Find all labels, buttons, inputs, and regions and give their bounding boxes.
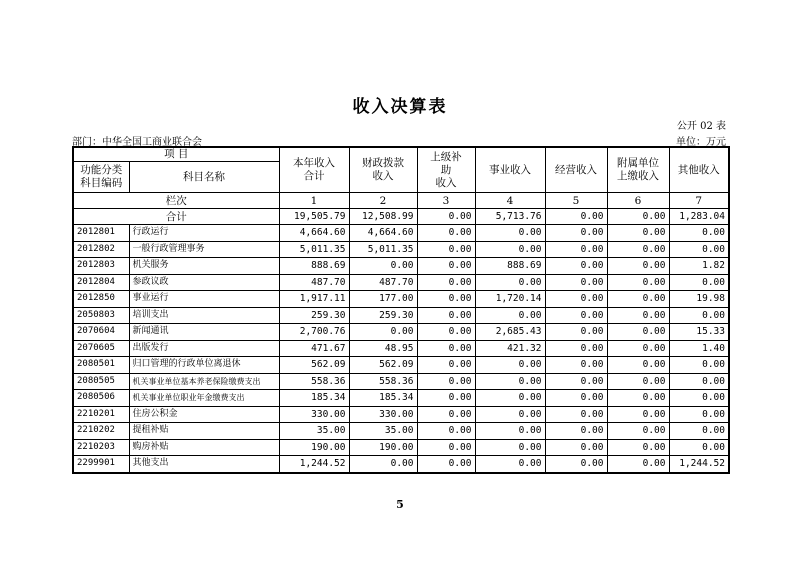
row-value: 558.36 xyxy=(349,373,417,390)
row-value: 0.00 xyxy=(475,274,545,291)
table-row xyxy=(73,439,729,456)
column-number-6: 6 xyxy=(607,193,669,209)
row-value: 562.09 xyxy=(279,357,349,374)
header-func-code: 功能分类 科目编码 xyxy=(73,162,129,193)
total-value-2: 12,508.99 xyxy=(349,209,417,225)
row-value: 0.00 xyxy=(475,390,545,407)
total-value-4: 5,713.76 xyxy=(475,209,545,225)
row-code: 2070605 xyxy=(73,340,129,357)
row-value: 2,700.76 xyxy=(279,324,349,341)
table-row xyxy=(73,258,729,275)
row-code: 2050803 xyxy=(73,307,129,324)
row-name: 事业运行 xyxy=(129,291,279,308)
row-value: 0.00 xyxy=(417,439,475,456)
table-row xyxy=(73,291,729,308)
row-name: 一般行政管理事务 xyxy=(129,241,279,258)
row-value: 0.00 xyxy=(545,340,607,357)
row-code: 2012801 xyxy=(73,225,129,242)
total-value-1: 19,505.79 xyxy=(279,209,349,225)
total-value-5: 0.00 xyxy=(545,209,607,225)
column-number-2: 2 xyxy=(349,193,417,209)
row-code: 2080501 xyxy=(73,357,129,374)
row-value: 0.00 xyxy=(349,258,417,275)
row-name: 机关事业单位职业年金缴费支出 xyxy=(129,390,279,407)
row-value: 0.00 xyxy=(475,439,545,456)
header-col-6: 附属单位 上缴收入 xyxy=(607,147,669,193)
row-value: 5,011.35 xyxy=(279,241,349,258)
row-value: 0.00 xyxy=(669,390,729,407)
row-value: 0.00 xyxy=(607,291,669,308)
page-title: 收入决算表 xyxy=(352,97,448,117)
row-value: 0.00 xyxy=(545,241,607,258)
row-value: 4,664.60 xyxy=(279,225,349,242)
row-value: 259.30 xyxy=(349,307,417,324)
row-value: 0.00 xyxy=(607,439,669,456)
column-number-1: 1 xyxy=(279,193,349,209)
total-value-3: 0.00 xyxy=(417,209,475,225)
row-value: 0.00 xyxy=(417,357,475,374)
column-number-4: 4 xyxy=(475,193,545,209)
row-name: 购房补贴 xyxy=(129,439,279,456)
row-value: 1,244.52 xyxy=(669,456,729,473)
table-row xyxy=(73,373,729,390)
table-row xyxy=(73,357,729,374)
table-row xyxy=(73,423,729,440)
row-value: 0.00 xyxy=(669,406,729,423)
table-row xyxy=(73,225,729,242)
row-value: 0.00 xyxy=(545,274,607,291)
row-value: 562.09 xyxy=(349,357,417,374)
table-row xyxy=(73,241,729,258)
unit-label: 单位：万元 xyxy=(676,137,726,148)
row-value: 0.00 xyxy=(545,258,607,275)
row-code: 2012803 xyxy=(73,258,129,275)
row-code: 2210203 xyxy=(73,439,129,456)
row-code: 2012802 xyxy=(73,241,129,258)
row-name: 出版发行 xyxy=(129,340,279,357)
row-value: 0.00 xyxy=(669,241,729,258)
row-code: 2299901 xyxy=(73,456,129,473)
row-value: 185.34 xyxy=(279,390,349,407)
row-value: 0.00 xyxy=(417,324,475,341)
row-value: 0.00 xyxy=(417,373,475,390)
row-value: 888.69 xyxy=(279,258,349,275)
row-value: 0.00 xyxy=(417,390,475,407)
row-value: 0.00 xyxy=(669,439,729,456)
row-value: 487.70 xyxy=(349,274,417,291)
row-value: 0.00 xyxy=(607,340,669,357)
table-row xyxy=(73,406,729,423)
row-name: 归口管理的行政单位离退休 xyxy=(129,357,279,374)
row-value: 0.00 xyxy=(669,423,729,440)
row-value: 0.00 xyxy=(669,225,729,242)
row-value: 558.36 xyxy=(279,373,349,390)
row-value: 0.00 xyxy=(417,456,475,473)
row-value: 421.32 xyxy=(475,340,545,357)
row-value: 0.00 xyxy=(349,324,417,341)
row-code: 2012850 xyxy=(73,291,129,308)
row-value: 2,685.43 xyxy=(475,324,545,341)
row-code: 2080505 xyxy=(73,373,129,390)
row-code: 2070604 xyxy=(73,324,129,341)
row-value: 35.00 xyxy=(349,423,417,440)
row-value: 0.00 xyxy=(669,357,729,374)
row-value: 0.00 xyxy=(545,225,607,242)
row-value: 0.00 xyxy=(545,439,607,456)
row-value: 0.00 xyxy=(607,274,669,291)
row-value: 1,244.52 xyxy=(279,456,349,473)
row-value: 48.95 xyxy=(349,340,417,357)
row-value: 888.69 xyxy=(475,258,545,275)
row-value: 0.00 xyxy=(417,274,475,291)
row-value: 0.00 xyxy=(417,241,475,258)
row-value: 0.00 xyxy=(607,456,669,473)
row-value: 0.00 xyxy=(669,307,729,324)
header-func-name: 科目名称 xyxy=(129,162,279,193)
table-row xyxy=(73,456,729,473)
row-value: 0.00 xyxy=(417,307,475,324)
row-value: 1.40 xyxy=(669,340,729,357)
row-value: 0.00 xyxy=(545,307,607,324)
row-value: 0.00 xyxy=(475,423,545,440)
row-value: 0.00 xyxy=(475,241,545,258)
row-value: 177.00 xyxy=(349,291,417,308)
row-value: 0.00 xyxy=(607,307,669,324)
header-col-4: 事业收入 xyxy=(475,147,545,193)
row-name: 住房公积金 xyxy=(129,406,279,423)
row-value: 487.70 xyxy=(279,274,349,291)
row-value: 0.00 xyxy=(417,291,475,308)
row-value: 0.00 xyxy=(475,307,545,324)
row-name: 新闻通讯 xyxy=(129,324,279,341)
row-name: 培训支出 xyxy=(129,307,279,324)
row-value: 190.00 xyxy=(279,439,349,456)
row-value: 5,011.35 xyxy=(349,241,417,258)
row-name: 参政议政 xyxy=(129,274,279,291)
table-row xyxy=(73,340,729,357)
header-col-2: 财政拨款 收入 xyxy=(349,147,417,193)
row-value: 330.00 xyxy=(279,406,349,423)
row-value: 330.00 xyxy=(349,406,417,423)
row-value: 0.00 xyxy=(669,373,729,390)
row-value: 259.30 xyxy=(279,307,349,324)
row-value: 0.00 xyxy=(545,373,607,390)
row-value: 0.00 xyxy=(349,456,417,473)
row-value: 35.00 xyxy=(279,423,349,440)
row-value: 471.67 xyxy=(279,340,349,357)
department-label: 部门：中华全国工商业联合会 xyxy=(72,137,202,148)
total-label: 合计 xyxy=(73,209,279,225)
row-value: 0.00 xyxy=(475,357,545,374)
row-value: 0.00 xyxy=(475,456,545,473)
row-value: 0.00 xyxy=(475,373,545,390)
row-code: 2012804 xyxy=(73,274,129,291)
row-name: 行政运行 xyxy=(129,225,279,242)
row-value: 0.00 xyxy=(417,340,475,357)
row-name: 提租补贴 xyxy=(129,423,279,440)
row-value: 0.00 xyxy=(607,423,669,440)
row-value: 1.82 xyxy=(669,258,729,275)
row-value: 0.00 xyxy=(545,291,607,308)
total-value-6: 0.00 xyxy=(607,209,669,225)
row-value: 0.00 xyxy=(607,373,669,390)
header-item: 项 目 xyxy=(73,147,279,162)
header-col-3: 上级补 助 收入 xyxy=(417,147,475,193)
total-value-7: 1,283.04 xyxy=(669,209,729,225)
table-row xyxy=(73,307,729,324)
row-value: 0.00 xyxy=(417,423,475,440)
column-number-3: 3 xyxy=(417,193,475,209)
row-value: 0.00 xyxy=(545,456,607,473)
row-value: 0.00 xyxy=(545,357,607,374)
page-number: 5 xyxy=(396,498,404,511)
row-value: 1,917.11 xyxy=(279,291,349,308)
row-code: 2210202 xyxy=(73,423,129,440)
header-row-label: 栏次 xyxy=(73,193,279,209)
column-number-5: 5 xyxy=(545,193,607,209)
row-value: 0.00 xyxy=(607,225,669,242)
header-col-5: 经营收入 xyxy=(545,147,607,193)
row-name: 其他支出 xyxy=(129,456,279,473)
row-value: 0.00 xyxy=(475,225,545,242)
row-value: 19.98 xyxy=(669,291,729,308)
table-row xyxy=(73,324,729,341)
row-value: 0.00 xyxy=(607,241,669,258)
row-value: 190.00 xyxy=(349,439,417,456)
row-value: 0.00 xyxy=(607,406,669,423)
row-value: 0.00 xyxy=(475,406,545,423)
header-col-7: 其他收入 xyxy=(669,147,729,193)
row-value: 0.00 xyxy=(545,423,607,440)
row-value: 1,720.14 xyxy=(475,291,545,308)
table-row xyxy=(73,274,729,291)
row-value: 0.00 xyxy=(545,406,607,423)
table-row xyxy=(73,390,729,407)
row-name: 机关事业单位基本养老保险缴费支出 xyxy=(129,373,279,390)
row-value: 0.00 xyxy=(669,274,729,291)
column-number-7: 7 xyxy=(669,193,729,209)
header-col-1: 本年收入 合计 xyxy=(279,147,349,193)
row-value: 0.00 xyxy=(607,258,669,275)
row-value: 0.00 xyxy=(607,324,669,341)
row-value: 0.00 xyxy=(417,258,475,275)
row-value: 185.34 xyxy=(349,390,417,407)
row-name: 机关服务 xyxy=(129,258,279,275)
form-number: 公开 02 表 xyxy=(676,121,726,132)
row-value: 0.00 xyxy=(545,390,607,407)
row-value: 0.00 xyxy=(417,225,475,242)
income-table xyxy=(72,146,730,474)
row-value: 0.00 xyxy=(545,324,607,341)
row-value: 4,664.60 xyxy=(349,225,417,242)
row-code: 2080506 xyxy=(73,390,129,407)
row-value: 15.33 xyxy=(669,324,729,341)
row-value: 0.00 xyxy=(417,406,475,423)
row-value: 0.00 xyxy=(607,390,669,407)
row-value: 0.00 xyxy=(607,357,669,374)
row-code: 2210201 xyxy=(73,406,129,423)
